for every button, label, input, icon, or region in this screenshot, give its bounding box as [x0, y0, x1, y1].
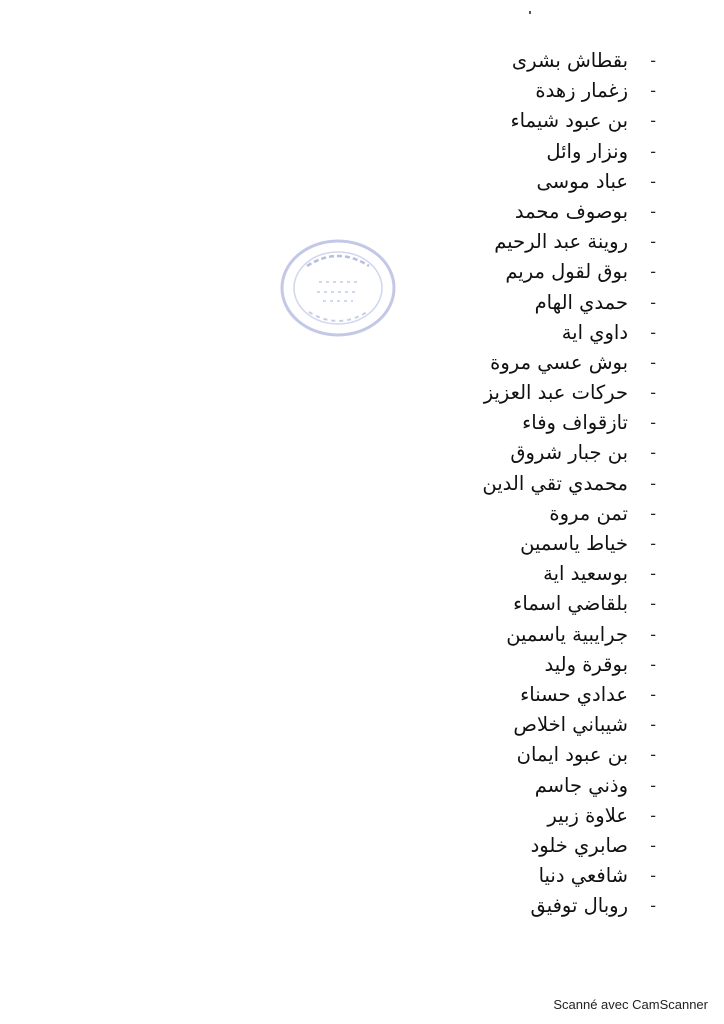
student-name: خياط ياسمين	[520, 532, 628, 555]
student-name: بن عبود شيماء	[510, 109, 628, 133]
list-item	[268, 106, 656, 136]
names-list	[268, 46, 656, 921]
bullet-dash: -	[650, 111, 656, 131]
list-item	[268, 650, 656, 680]
list-item	[268, 710, 656, 740]
student-name: بن جبار شروق	[510, 441, 628, 465]
student-name: بوش عسي مروة	[490, 350, 628, 374]
student-name: بوسعيد اية	[543, 562, 628, 586]
student-name: حركات عبد العزيز	[483, 381, 628, 405]
bullet-dash: -	[650, 51, 656, 70]
list-item	[268, 861, 656, 891]
list-item	[268, 378, 656, 408]
student-name: تازقواف وفاء	[522, 411, 628, 435]
bullet-dash: -	[650, 473, 656, 493]
bullet-dash: -	[650, 715, 656, 735]
bullet-dash: -	[650, 805, 656, 825]
student-name: شيباني اخلاص	[513, 713, 628, 737]
list-item	[268, 620, 656, 650]
bullet-dash: -	[650, 232, 656, 252]
list-item	[268, 891, 656, 921]
bullet-dash: -	[650, 684, 656, 704]
bullet-dash: -	[650, 775, 656, 795]
list-item	[268, 46, 656, 76]
student-name: تمن مروة	[549, 501, 628, 525]
list-item	[268, 318, 656, 348]
student-name: عدادي حسناء	[520, 682, 628, 706]
student-name: بقطاش بشرى	[511, 49, 628, 72]
student-name: داوي اية	[561, 320, 628, 344]
student-name: ونزار وائل	[546, 139, 628, 163]
bullet-dash: -	[650, 292, 656, 312]
bullet-dash: -	[650, 745, 656, 765]
list-item	[268, 589, 656, 619]
list-item	[268, 137, 656, 167]
student-name: بوقرة وليد	[544, 652, 628, 676]
student-name: بن عبود ايمان	[516, 743, 628, 767]
student-name: صابري خلود	[530, 833, 628, 857]
list-item	[268, 76, 656, 106]
student-name: بوصوف محمد	[514, 199, 628, 223]
bullet-dash: -	[650, 594, 656, 614]
student-name: روينة عبد الرحيم	[494, 230, 628, 254]
bullet-dash: -	[650, 141, 656, 161]
bullet-dash: -	[650, 896, 656, 916]
student-name: روبال توفيق	[530, 894, 628, 918]
list-item	[268, 680, 656, 710]
list-item	[268, 288, 656, 318]
bullet-dash: -	[650, 443, 656, 463]
list-item	[268, 227, 656, 257]
student-name: جرايبية ياسمين	[506, 622, 628, 646]
list-item	[268, 529, 656, 559]
bullet-dash: -	[650, 201, 656, 221]
bullet-dash: -	[650, 835, 656, 855]
list-item	[268, 831, 656, 861]
list-item	[268, 438, 656, 468]
list-item	[268, 499, 656, 529]
bullet-dash: -	[650, 383, 656, 403]
student-name: زغمار زهدة	[535, 79, 628, 103]
list-item	[268, 348, 656, 378]
student-name: بوق لقول مريم	[505, 260, 628, 284]
list-item	[268, 740, 656, 770]
list-item	[268, 469, 656, 499]
scan-speck	[529, 11, 531, 14]
student-name: حمدي الهام	[534, 290, 628, 314]
list-item	[268, 257, 656, 287]
bullet-dash: -	[650, 503, 656, 523]
bullet-dash: -	[650, 534, 656, 553]
list-item	[268, 801, 656, 831]
list-item	[268, 408, 656, 438]
bullet-dash: -	[650, 866, 656, 886]
bullet-dash: -	[650, 262, 656, 282]
bullet-dash: -	[650, 413, 656, 433]
student-name: بلقاضي اسماء	[513, 592, 628, 616]
student-name: علاوة زبير	[547, 803, 628, 827]
bullet-dash: -	[650, 624, 656, 644]
scanner-watermark: Scanné avec CamScanner	[553, 997, 708, 1012]
student-name: محمدي تقي الدين	[482, 471, 628, 495]
student-name: وذني جاسم	[534, 773, 628, 797]
bullet-dash: -	[650, 352, 656, 372]
bullet-dash: -	[650, 81, 656, 101]
list-item	[268, 197, 656, 227]
bullet-dash: -	[650, 654, 656, 674]
student-name: شافعي دنيا	[538, 864, 628, 888]
list-item	[268, 167, 656, 197]
bullet-dash: -	[650, 322, 656, 342]
list-item	[268, 771, 656, 801]
student-name: عباد موسى	[536, 169, 628, 193]
bullet-dash: -	[650, 171, 656, 191]
bullet-dash: -	[650, 564, 656, 584]
list-item	[268, 559, 656, 589]
